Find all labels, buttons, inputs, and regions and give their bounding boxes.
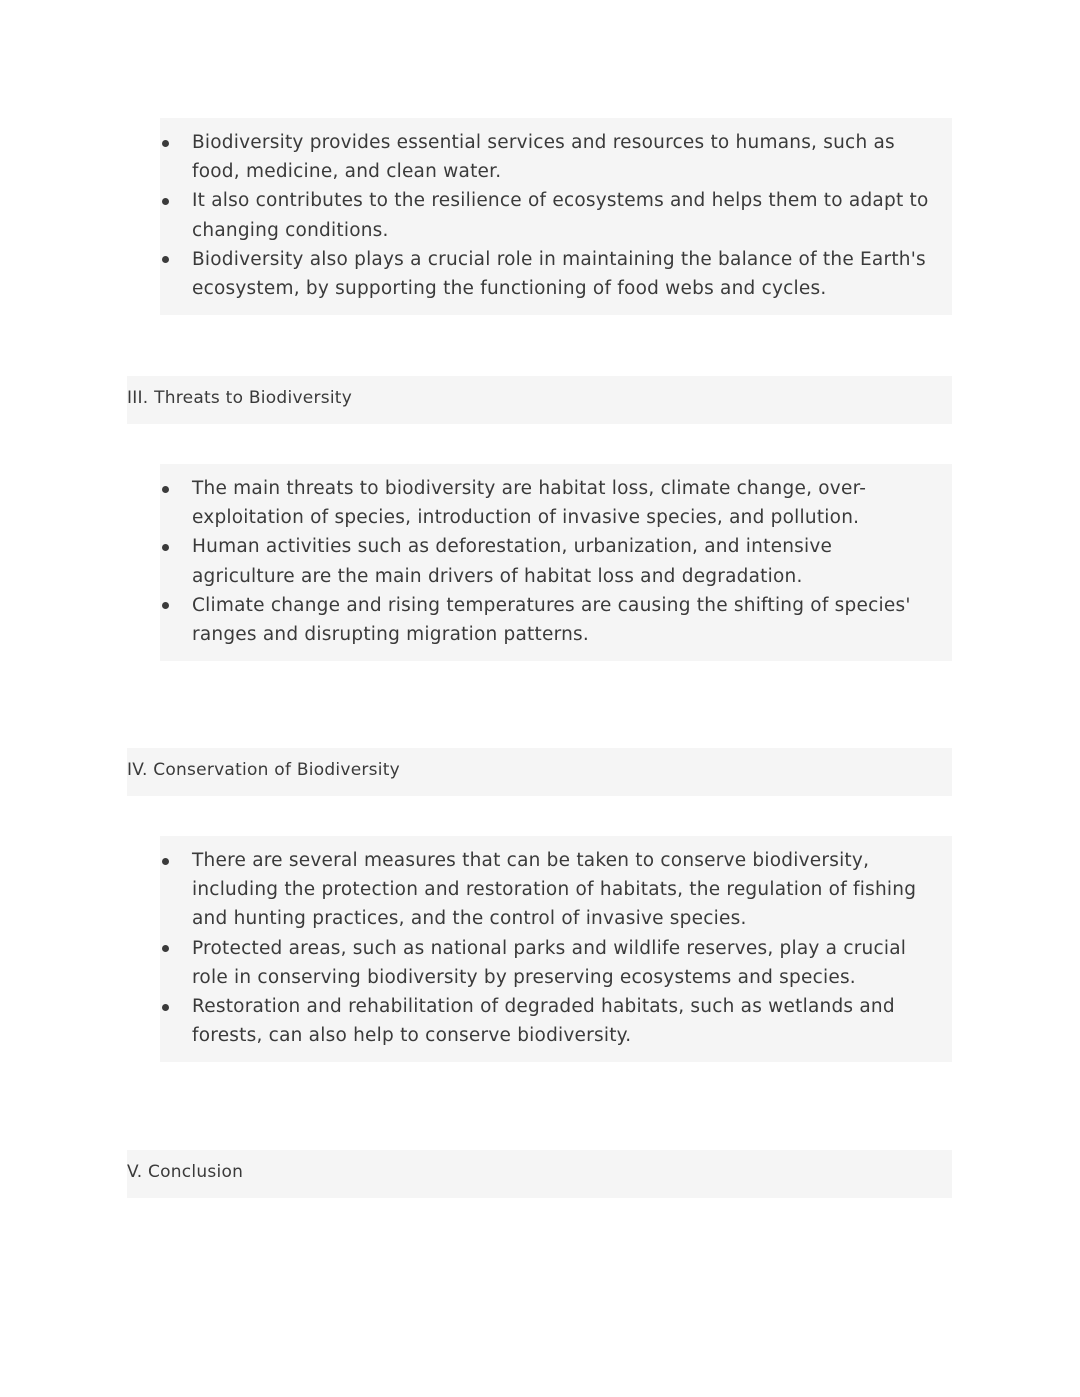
- list-item: Biodiversity provides essential services and resources to humans, such as food, medicine, and clean water.: [160, 128, 952, 186]
- bullet-list-block-importance: [160, 118, 952, 315]
- section-heading-threats: III. Threats to Biodiversity: [127, 388, 353, 408]
- list-item: Protected areas, such as national parks and wildlife reserves, play a crucial role in conserving biodiversity by preserving ecosystems and species.: [160, 934, 952, 992]
- list-item: There are several measures that can be taken to conserve biodiversity, including the protection and restoration of habitats, the regulation of fishing and hunting practices, and the control of invasive species.: [160, 846, 952, 934]
- list-item: Restoration and rehabilitation of degraded habitats, such as wetlands and forests, can also help to conserve biodiversity.: [160, 992, 952, 1050]
- list-item: Climate change and rising temperatures are causing the shifting of species' ranges and disrupting migration patterns.: [160, 591, 952, 649]
- section-heading-block-conclusion: [127, 1150, 952, 1198]
- list-item: It also contributes to the resilience of ecosystems and helps them to adapt to changing conditions.: [160, 186, 952, 244]
- list-item: The main threats to biodiversity are habitat loss, climate change, over-exploitation of species, introduction of invasive species, and pollution.: [160, 474, 952, 532]
- bullet-list: [160, 846, 952, 1050]
- section-heading-conservation: IV. Conservation of Biodiversity: [127, 760, 400, 780]
- section-heading-conclusion: V. Conclusion: [127, 1162, 244, 1182]
- bullet-list-block-conservation: [160, 836, 952, 1062]
- bullet-list: [160, 128, 952, 303]
- section-heading-block-threats: [127, 376, 952, 424]
- bullet-list-block-threats: [160, 464, 952, 661]
- list-item: Biodiversity also plays a crucial role in maintaining the balance of the Earth's ecosystem, by supporting the functioning of food webs and cycles.: [160, 245, 952, 303]
- list-item: Human activities such as deforestation, urbanization, and intensive agriculture are the main drivers of habitat loss and degradation.: [160, 532, 952, 590]
- section-heading-block-conservation: [127, 748, 952, 796]
- bullet-list: [160, 474, 952, 649]
